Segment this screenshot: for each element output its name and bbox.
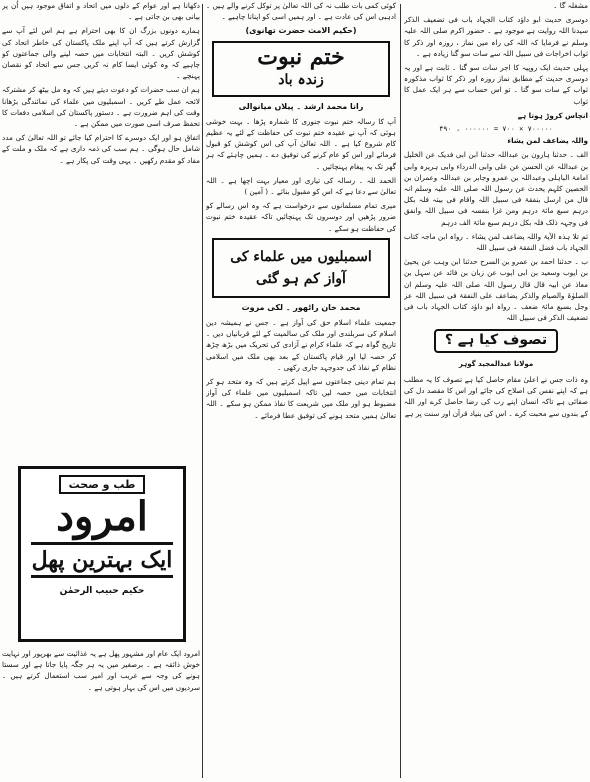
paragraph: الحمد للہ ۔ رسالہ کی تیاری اور معیار بہت اچھا ہے ۔ اللہ تعالیٰ سے دعا ہے کہ اس کو مقبول بنائے ۔ ( آمین ) [206, 175, 396, 197]
paragraph: آپ کا رسالہ ختم نبوت جنوری کا شمارہ پڑھا ۔ بہت خوشی ہوئی کہ آپ نے عقیدہ ختم نبوت کی حفاظت کے لئے یہ عظیم کام شروع کیا ہے ۔ اللہ تعالیٰ آپ کی اس کوشش کو قبول فرمائے اور اس کو عام کرنے کی توفیق دے ۔ ہمیں چاہئے کہ ہر گھر تک یہ پیغام پہنچائیں ۔ [206, 116, 396, 171]
formula: ۴۹۰ ، ۰۰۰۰۰۰ = ۷۰۰ × ۷۰۰۰۰۰ [439, 125, 553, 134]
paragraph: پہلی حدیث ایک روپیہ کا اجر سات سو گنا ۔ ثابت ہے اور یہ دوسری حدیث کے مطابق نماز روزہ اور ذکر کا ثواب مذکورہ ثواب کے سات سو گنا ۔ تو اس حساب سے ہر ایک عمل کا ثواب [404, 63, 588, 106]
divider [31, 542, 173, 545]
banner-byline: رانا محمد ارشد ۔ پیلاں میانوالی [238, 101, 364, 111]
paragraph: ہمارے دونوں بزرگ ان کا بھی احترام ہے ہم اس لئے آپ سے گزارش کرتے ہیں کہ آپ اپنے ملک پاکستان کی خاطر اتحاد کی کوشش کریں ۔ البتہ انتخابات میں حصہ لینے والی جماعتوں کو چاہیے کہ وہ کوئی ایسا کام نہ کریں جس سے اتحاد کو نقصان پہنچے ۔ [2, 26, 200, 81]
hadith-text: ب ۔ حدثنا احمد بن عمرو بن السرح حدثنا ابن وہب عن یحییٰ بن ایوب وسعید بن ابی ایوب عن زبان بن فائد عن سہل بن معاذ عن ابیہ قال قال رسول اللہ صلی اللہ علیہ وسلم ان الصلوٰۃ والصیام والذکر یضاعف علی النفقۃ فی سبیل اللہ عز وجل بسبع مائۃ ضعف ۔ رواہ ابو داؤد کتاب الجہاد باب فی تضعیف الذکر فی سبیل اللہ [404, 257, 588, 323]
column-middle [206, 0, 396, 782]
column-left-text-bottom [2, 648, 200, 696]
column-left [2, 0, 200, 782]
tasawwuf-text: وہ ذات جس نے اعلیٰ مقام حاصل کیا ہے تصوف کا یہ مطلب ہے کہ اپنے نفس کی اصلاح کی جائے اور اس کا مقصد دل کی صفائی ہے تاکہ انسان اپنے رب کی رضا حاصل کرے اور اللہ کے بندوں سے محبت کرے ۔ اس کی بنیاد قرآن اور سنت پر ہے [404, 374, 588, 418]
guava-feature-box [18, 466, 186, 642]
assemblies-title: اسمبلیوں میں علماء کی آواز کم ہو گئی [230, 248, 372, 287]
paragraph: جمعیت علماء اسلام حق کی آواز ہے ۔ جس نے ہمیشہ دین اسلام کی سربلندی اور ملک کی سالمیت کے لئے قربانیاں دیں ۔ تاریخ گواہ ہے کہ علماء کرام نے آزادی کی تحریک میں بڑھ چڑھ کر حصہ لیا اور قیام پاکستان کے بعد بھی ملک میں اسلامی نظام کے نفاذ کی جدوجہد جاری رکھی ۔ [206, 318, 396, 372]
feature-title: امرود [56, 493, 148, 540]
formula-tail: واللہ یضاعف لمن یشاء [507, 136, 588, 146]
assemblies-heading-box [212, 238, 390, 298]
divider [31, 575, 173, 578]
feature-author: حکیم حبیب الرحمٰن [59, 586, 145, 596]
feature-slogan: ایک بہترین پھل [31, 547, 173, 573]
paragraph: ہم ان سب حضرات کو دعوت دیتے ہیں کہ وہ مل بیٹھ کر مشترکہ لائحہ عمل طے کریں ۔ اسمبلیوں میں علماء کی نمائندگی بڑھانا وقت کی اہم ضرورت ہے ۔ دستور پاکستان کی اسلامی دفعات کا تحفظ صرف اسی صورت میں ممکن ہے ۔ [2, 85, 200, 129]
top-lines: کوئی کمی بات طلب نہ کی اللہ تعالیٰ پر توکل کرنے والے ہیں ۔ ادہبی اس کی عادت ہے ۔ اور ہمیں اسی کو اپنانا چاہیے ۔ [206, 1, 396, 22]
signature: (حکیم الامت حضرت تھانوی) [245, 26, 357, 36]
paragraph: امرود ایک عام اور مشہور پھل ہے یہ غذائیت سے بھرپور اور نہایت خوش ذائقہ ہے ۔ برصغیر میں یہ ہر جگہ پایا جاتا ہے اور سستا ہونے کی وجہ سے غریب اور امیر سب استعمال کرتے ہیں ۔ سردیوں میں اس کی بہار ہوتی ہے ۔ [2, 649, 200, 692]
banner-title: ختم نبوت [257, 43, 345, 70]
paragraph: اتفاق ہو اور ایک دوسرے کا احترام کیا جائے تو اللہ تعالیٰ کی مدد شامل حال ہوگی ۔ ہم سب کی ذمہ داری ہے کہ ملک و ملت کے مفاد کو مقدم رکھیں ۔ یہی وقت کی پکار ہے ۔ [2, 133, 200, 165]
khatm-e-nabuwwat-banner [212, 41, 390, 97]
paragraph: میری تمام مسلمانوں سے درخواست ہے کہ وہ اس رسالے کو ضرور پڑھیں اور دوسروں تک پہنچائیں تاکہ عقیدہ ختم نبوت کی حفاظت ہو سکے ۔ [206, 201, 396, 233]
tasawwuf-byline: مولانا عبدالمجید گوہر [458, 359, 534, 368]
paragraph: انچاس کروڑ ہوتا ہے [517, 110, 588, 120]
health-tag: طب و صحت [59, 475, 146, 494]
assemblies-byline: محمد خان راٹھور ۔ لکی مروت [241, 302, 361, 312]
column-rule-right [400, 4, 401, 778]
paragraph: ہم تمام دینی جماعتوں سے اپیل کرتے ہیں کہ وہ متحد ہو کر انتخابات میں حصہ لیں تاکہ اسمبلیوں میں علماء کی آواز مضبوط ہو اور ملک میں شریعت کا نفاذ ممکن ہو سکے ۔ اللہ تعالیٰ ہمیں متحد ہونے کی توفیق عطا فرمائے ۔ [206, 377, 396, 420]
top-fragment: مشغلہ گا ۔ [553, 1, 588, 10]
hadith-text: الف ۔ حدثنا ہارون بن عبداللہ حدثنا ابن ابی فدیک عن الخلیل بن عبداللہ عن الحسن عن علی وابی الدرداء وابی ہریرہ وابی امامۃ الباہلی وعبداللہ بن عمرو وجابر بن عبداللہ وعمران بن الحصین کلہم یحدث عن رسول اللہ صلی اللہ علیہ وسلم انہ قال من ارسل بنفقۃ فی سبیل اللہ واقام فی بیتہ فلہ بکل درہم سبع مائۃ درہم ومن غزا بنفسہ فی سبیل اللہ وانفق فی وجہہ ذلک فلہ بکل درہم سبع مائۃ الف درہم [404, 150, 588, 227]
paragraph: دکھانا ہے اور عوام کے دلوں میں اتحاد و اتفاق موجود ہیں اُن پر بیانی بھی بن جاتی ہے ۔ [2, 1, 200, 22]
column-right [404, 0, 588, 782]
banner-subtitle: زندہ باد [278, 71, 324, 88]
column-rule-left [202, 4, 203, 778]
paragraph: دوسری حدیث ابو داؤد کتاب الجہاد باب فی تضعیف الذکر سیدنا اللہ روایت ہے موجود ہے ۔ حضور اکرم صلی اللہ علیہ وسلم نے فرمایا کہ اللہ کی راہ میں نماز ، روزہ اور ذکر کا ثواب اخراجات فی سبیل اللہ سے سات سو گنا زیادہ ہے ۔ [404, 15, 588, 58]
tasawwuf-title: تصوف کیا ہے ؟ [444, 332, 548, 349]
column-left-text-top [2, 0, 200, 456]
hadith-text: ثم تلا ہذہ الآیۃ واللہ یضاعف لمن یشاء ۔ رواہ ابن ماجہ کتاب الجہاد باب فضل النفقۃ فی سبیل اللہ [404, 231, 588, 253]
tasawwuf-heading-box [434, 329, 558, 352]
